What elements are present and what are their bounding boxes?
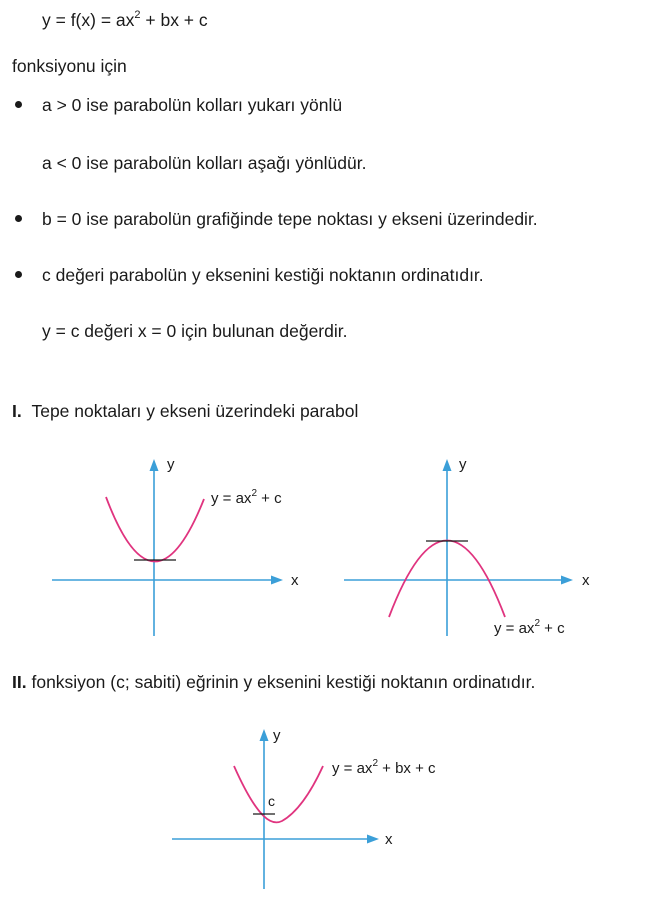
x-axis-label: x	[291, 572, 299, 589]
c-intercept-label: c	[268, 793, 275, 809]
curve-equation: $y = ax^2$ + bx + c	[332, 758, 436, 777]
y-axis-label: y	[167, 456, 175, 473]
curve-equation: $y = ax^2 + c$	[211, 488, 282, 507]
x-axis-label: x	[582, 572, 590, 589]
intro-text: fonksiyonu için	[12, 56, 127, 76]
formula-exponent: 2	[134, 9, 141, 22]
y-axis-label: y	[273, 727, 281, 744]
x-axis-label: x	[385, 831, 393, 848]
formula-suffix: + bx + c	[140, 10, 208, 30]
section-1-number: I.	[12, 401, 22, 421]
section-2-title: fonksiyon (c; sabiti) eğrinin y eksenini kestiği noktanın ordinatıdır.	[31, 672, 536, 692]
rule-2-line-1: b = 0 ise parabolün grafiğinde tepe noktası y ekseni üzerindedir.	[42, 209, 538, 229]
rule-3-line-2: y = c değeri x = 0 için bulunan değerdir.	[42, 321, 348, 341]
x-axis-arrow-icon	[367, 835, 379, 844]
rule-3-line-1: c değeri parabolün y eksenini kestiği noktanın ordinatıdır.	[42, 265, 484, 285]
y-axis-arrow-icon	[260, 729, 269, 741]
section-2-number: II.	[12, 672, 27, 692]
y-axis-label: y	[459, 456, 467, 473]
section-1-title: Tepe noktaları y ekseni üzerindeki parabol	[31, 401, 359, 421]
parabola-curve	[234, 766, 323, 822]
curve-equation: $y = ax^2 + c$	[494, 618, 565, 637]
graph-bottom	[172, 727, 436, 889]
rule-1-line-2: a < 0 ise parabolün kolları aşağı yönlüdür.	[42, 153, 367, 173]
formula-prefix: y = f(x) = ax	[42, 10, 135, 30]
rule-1-line-1: a > 0 ise parabolün kolları yukarı yönlü	[42, 95, 343, 115]
